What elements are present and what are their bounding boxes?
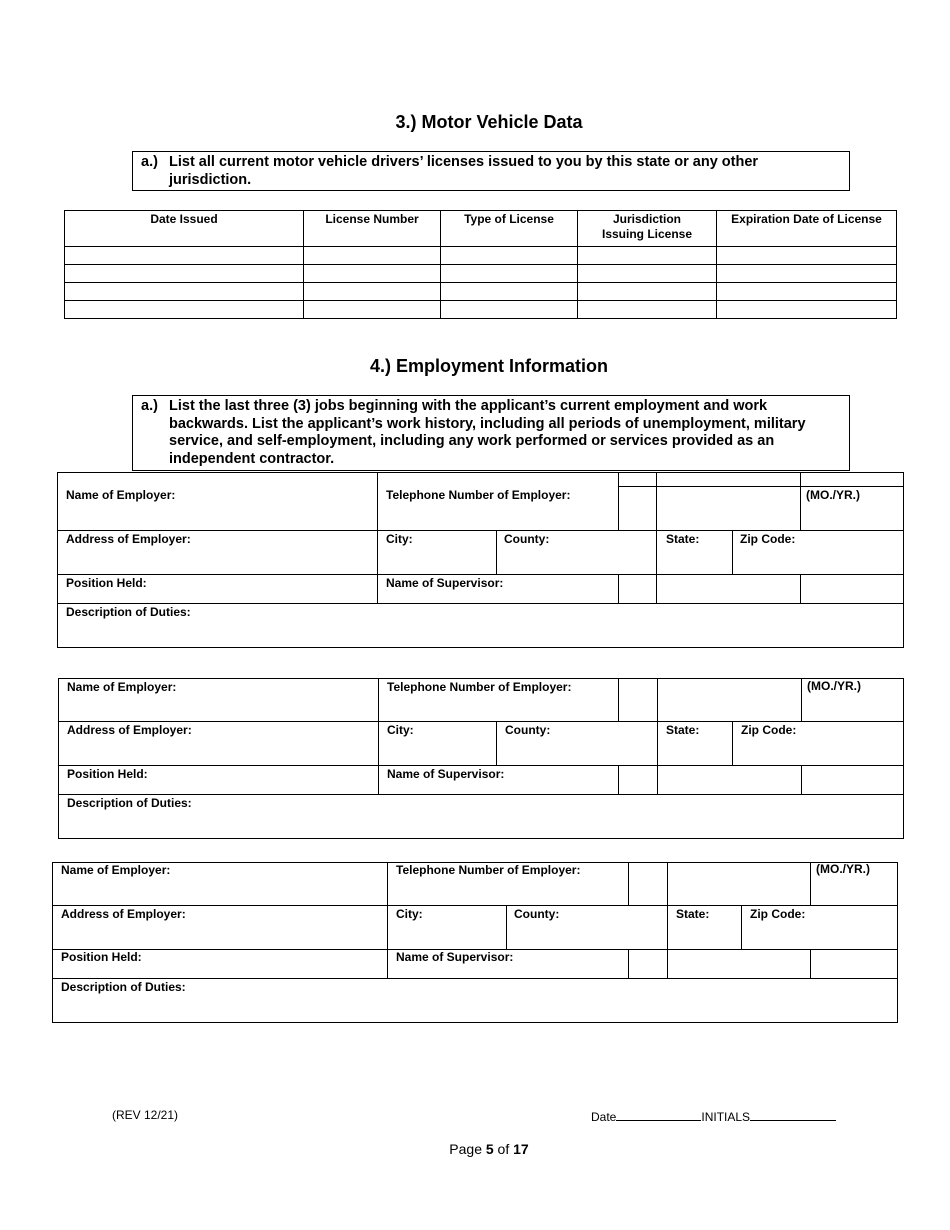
section-4-instruction: [132, 395, 850, 471]
address-label: Address of Employer:: [61, 907, 186, 921]
license-cell[interactable]: [304, 265, 441, 283]
state-label: State:: [666, 532, 700, 546]
state-label: State:: [666, 723, 700, 737]
license-table-header: [65, 211, 897, 247]
license-cell[interactable]: [65, 265, 304, 283]
date-initials-line: [591, 1108, 836, 1124]
license-cell[interactable]: [441, 283, 578, 301]
initials-blank[interactable]: [750, 1108, 836, 1121]
city-label: City:: [386, 532, 413, 546]
mo-yr-label: (MO./YR.): [816, 862, 870, 876]
license-cell[interactable]: [717, 301, 897, 319]
position-label: Position Held:: [66, 576, 147, 590]
section-3-title: 3.) Motor Vehicle Data: [395, 112, 583, 132]
zip-label: Zip Code:: [741, 723, 797, 737]
supervisor-label: Name of Supervisor:: [386, 576, 504, 590]
license-cell[interactable]: [65, 247, 304, 265]
duties-label: Description of Duties:: [61, 980, 186, 994]
section-3-instruction: [132, 151, 850, 191]
state-label: State:: [676, 907, 710, 921]
license-cell[interactable]: [717, 283, 897, 301]
zip-label: Zip Code:: [740, 532, 796, 546]
initials-label: INITIALS: [701, 1110, 751, 1124]
license-cell[interactable]: [304, 247, 441, 265]
county-label: County:: [504, 532, 550, 546]
license-cell[interactable]: [441, 265, 578, 283]
name-of-employer-label: Name of Employer:: [67, 680, 177, 694]
header-date-issued: Date Issued: [65, 211, 304, 247]
license-row: [65, 283, 897, 301]
license-cell[interactable]: [578, 301, 717, 319]
duties-label: Description of Duties:: [67, 796, 192, 810]
employer-block-3: [52, 862, 898, 1023]
name-of-employer-label: Name of Employer:: [66, 488, 176, 502]
license-cell[interactable]: [65, 283, 304, 301]
revision-label: (REV 12/21): [112, 1108, 179, 1122]
license-cell[interactable]: [441, 247, 578, 265]
date-label: Date: [591, 1110, 617, 1124]
address-label: Address of Employer:: [66, 532, 191, 546]
position-label: Position Held:: [67, 767, 148, 781]
supervisor-label: Name of Supervisor:: [387, 767, 505, 781]
page-number: [0, 1141, 950, 1157]
instruction-text: List all current motor vehicle drivers’ licenses issued to you by this state or any other jurisdiction.: [169, 154, 759, 188]
header-expiration-date: Expiration Date of License: [717, 211, 897, 247]
license-cell[interactable]: [578, 283, 717, 301]
telephone-label: Telephone Number of Employer:: [386, 488, 571, 502]
license-cell[interactable]: [717, 265, 897, 283]
name-of-employer-label: Name of Employer:: [61, 863, 171, 877]
zip-label: Zip Code:: [750, 907, 806, 921]
date-blank[interactable]: [616, 1108, 701, 1121]
license-cell[interactable]: [65, 301, 304, 319]
license-row: [65, 301, 897, 319]
city-label: City:: [387, 723, 414, 737]
section-4-title: 4.) Employment Information: [369, 356, 609, 376]
telephone-label: Telephone Number of Employer:: [387, 680, 572, 694]
instruction-label: a.): [141, 154, 158, 170]
mo-yr-label: (MO./YR.): [807, 679, 861, 693]
license-cell[interactable]: [717, 247, 897, 265]
telephone-label: Telephone Number of Employer:: [396, 863, 581, 877]
city-label: City:: [396, 907, 423, 921]
header-type-of-license: Type of License: [441, 211, 578, 247]
license-cell[interactable]: [441, 301, 578, 319]
license-row: [65, 247, 897, 265]
county-label: County:: [505, 723, 551, 737]
address-label: Address of Employer:: [67, 723, 192, 737]
page-of: of: [493, 1141, 514, 1157]
page-prefix: Page: [449, 1141, 486, 1157]
license-cell[interactable]: [578, 265, 717, 283]
license-row: [65, 265, 897, 283]
employer-block-2: [58, 678, 904, 839]
license-cell[interactable]: [578, 247, 717, 265]
mo-yr-label: (MO./YR.): [806, 488, 860, 502]
header-jurisdiction: Jurisdiction Issuing License: [578, 211, 717, 247]
instruction-label: a.): [141, 398, 158, 414]
county-label: County:: [514, 907, 560, 921]
license-cell[interactable]: [304, 301, 441, 319]
instruction-text: List the last three (3) jobs beginning with the applicant’s current employment and work backwards. List the applicant’s work history, including all periods of unemployment, military service, and self-employment, including any work performed or services provided as an independent contractor.: [169, 398, 806, 467]
page-current: 5: [485, 1141, 494, 1157]
header-license-number: License Number: [304, 211, 441, 247]
employer-block-1: [57, 472, 904, 648]
license-table: [64, 210, 897, 319]
page-total: 17: [513, 1141, 529, 1157]
supervisor-label: Name of Supervisor:: [396, 950, 514, 964]
position-label: Position Held:: [61, 950, 142, 964]
license-cell[interactable]: [304, 283, 441, 301]
duties-label: Description of Duties:: [66, 605, 191, 619]
